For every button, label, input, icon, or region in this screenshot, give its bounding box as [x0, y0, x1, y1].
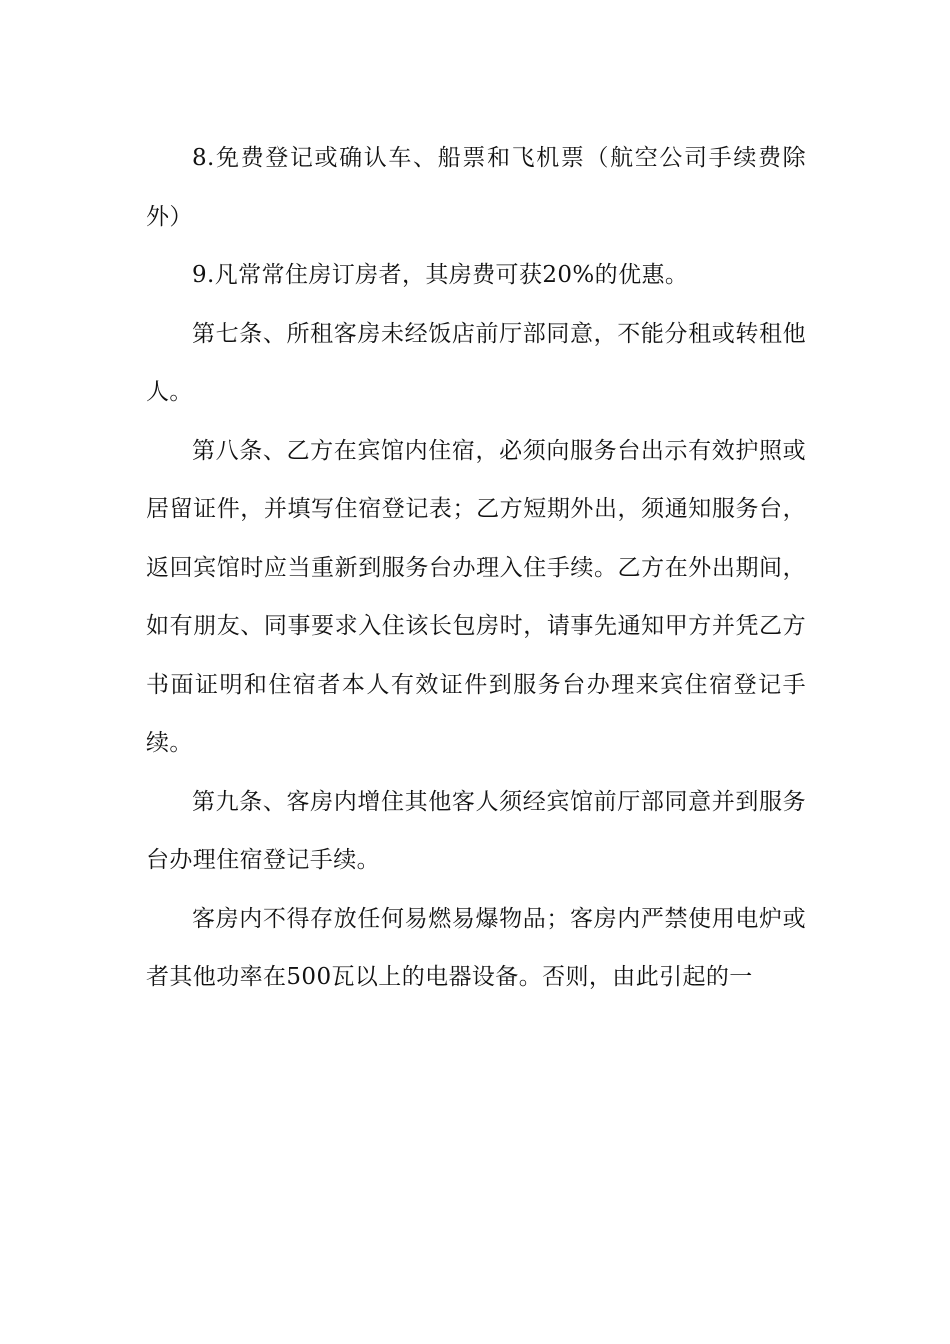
paragraph-article-8: 第八条、乙方在宾馆内住宿，必须向服务台出示有效护照或居留证件，并填写住宿登记表；乙方短期外出，须通知服务台，返回宾馆时应当重新到服务台办理入住手续。乙方在外出期间，如有朋友、同事要求入住该长包房时，请事先通知甲方并凭乙方书面证明和住宿者本人有效证件到服务台办理来宾住宿登记手续。: [146, 437, 806, 756]
paragraph-safety-rules: 客房内不得存放任何易燃易爆物品；客房内严禁使用电炉或者其他功率在500瓦以上的电器设备。否则，由此引起的一: [146, 905, 806, 990]
document-body: [146, 129, 806, 1007]
paragraph-item-8: 8.免费登记或确认车、船票和飞机票（航空公司手续费除外）: [146, 145, 806, 230]
paragraph-item-9: 9.凡常常住房订房者，其房费可获20%的优惠。: [192, 262, 689, 288]
paragraph-article-9: 第九条、客房内增住其他客人须经宾馆前厅部同意并到服务台办理住宿登记手续。: [146, 788, 806, 873]
paragraph-article-7: 第七条、所租客房未经饭店前厅部同意，不能分租或转租他人。: [146, 320, 806, 405]
